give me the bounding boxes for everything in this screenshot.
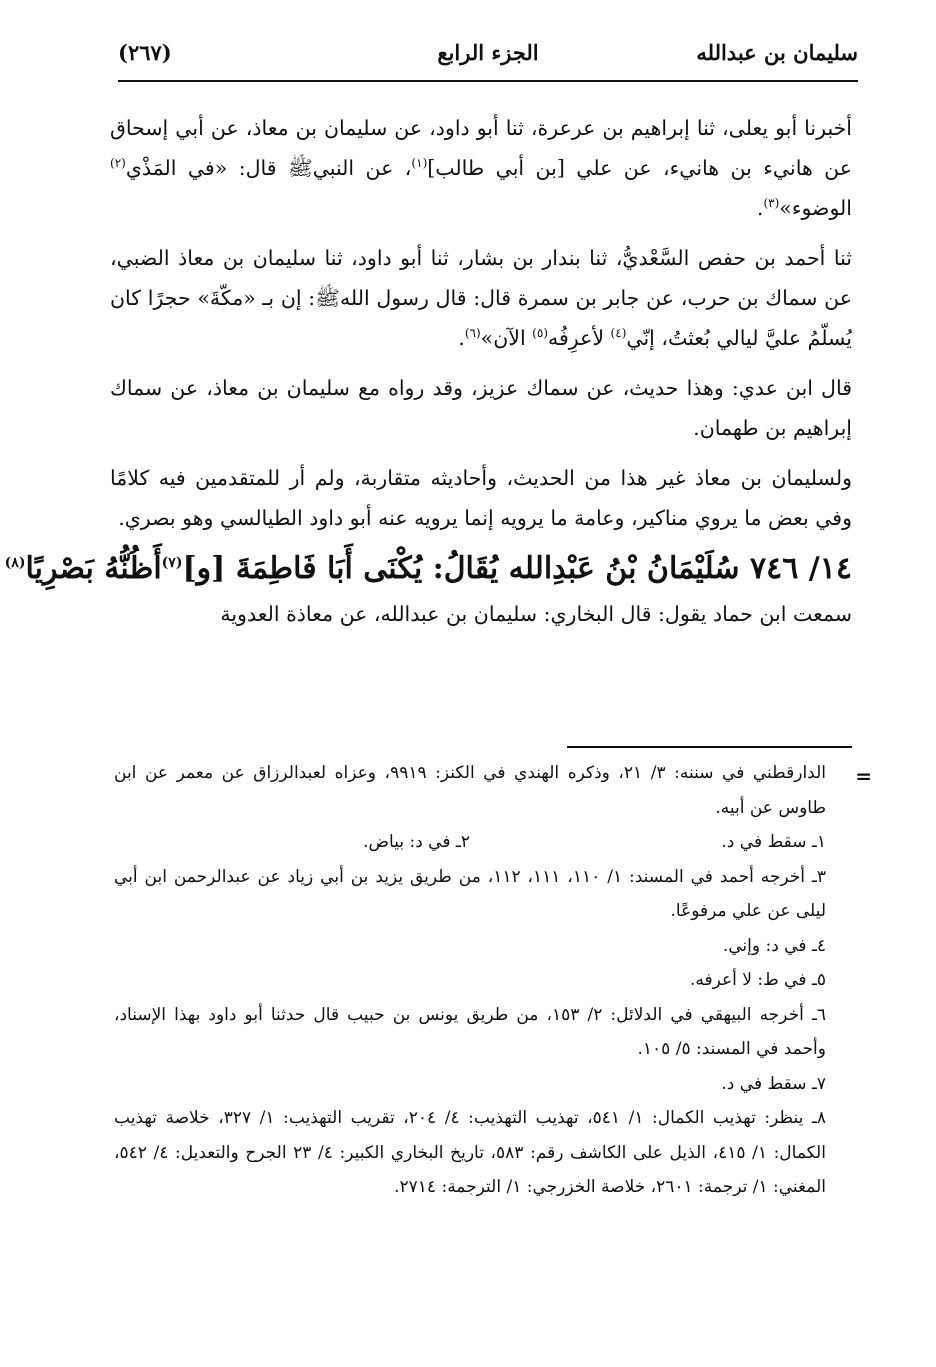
paragraph-2-text: الآن» bbox=[480, 326, 533, 350]
page-number: (٢٦٧) bbox=[118, 40, 172, 65]
footnote-4: ٤ـ في د: وإني. bbox=[722, 935, 826, 956]
footnote-ref-2: (٢) bbox=[110, 156, 126, 171]
paragraph-1 bbox=[110, 108, 852, 228]
paragraph-2 bbox=[110, 238, 852, 358]
footnote-8: ٨ـ ينظر: تهذيب الكمال: ١/ ٥٤١، تهذيب التهذيب: ٤/ ٢٠٤، تقريب التهذيب: ١/ ٣٢٧، خلاصة تهذيب الكمال: ١/ ٤١٥، الذيل على الكاشف رقم: ٥٨٣، تاريخ البخاري الكبير: ٤/ ٢٣ الجرح والتعديل: ٤/ ٥٤٢، المغني: ١/ ترجمة: ٢٦٠١، خلاصة الخزرجي: ١/ الترجمة: ٢٧١٤. bbox=[114, 1108, 826, 1197]
footnote-ref-6: (٦) bbox=[464, 326, 481, 341]
paragraph-2-text: لأعرِفُه bbox=[548, 326, 611, 350]
paragraph-2-text: . bbox=[458, 326, 465, 350]
footnote-5: ٥ـ في ط: لا أعرفه. bbox=[689, 970, 826, 990]
paragraph-5: سمعت ابن حماد يقول: قال البخاري: سليمان بن عبدالله، عن معاذة العدوية bbox=[220, 602, 852, 626]
header-author: سليمان بن عبدالله bbox=[696, 40, 858, 65]
paragraph-4: ولسليمان بن معاذ غير هذا من الحديث، وأحاديثه متقاربة، ولم أر للمتقدمين فيه كلامًا وفي بعض ما يروي مناكير، وعامة ما يرويه إنما يرويه عنه أبو داود الطيالسي وهو بصري. bbox=[110, 466, 852, 530]
footnote-7: ٧ـ سقط في د. bbox=[721, 1073, 826, 1094]
footnote-ref-5: (٥) bbox=[532, 326, 548, 341]
paragraph-1-text: أخبرنا أبو يعلى، ثنا إبراهيم بن عرعرة، ثنا أبو داود، عن سليمان بن معاذ، عن أبي إسحاق عن هانيء بن هانيء، عن علي [بن أبي طالب] bbox=[110, 116, 853, 180]
footnote-ref-7: (٧) bbox=[161, 555, 183, 571]
paragraph-1-text: . bbox=[756, 196, 764, 220]
footnote-ref-1: (١) bbox=[411, 156, 428, 171]
footnote-6: ٦ـ أخرجه البيهقي في الدلائل: ٢/ ١٥٣، من طريق يونس بن حبيب قال حدثنا أبو داود بهذا الإسناد، وأحمد في المسند: ٥/ ١٠٥. bbox=[114, 1004, 826, 1059]
footnote-ref-3: (٣) bbox=[763, 196, 780, 211]
header-volume: الجزء الرابع bbox=[437, 40, 539, 65]
paragraph-1-text: ، عن النبيﷺ قال: «في المَذْي bbox=[125, 156, 412, 180]
footnote-continued: الدارقطني في سننه: ٣/ ٢١، وذكره الهندي في الكنز: ٩٩١٩، وعزاه لعبدالرزاق عن معمر عن ابن طاوس عن أبيه. bbox=[114, 763, 827, 818]
header-rule bbox=[118, 80, 858, 82]
footnote-row bbox=[114, 825, 826, 860]
footnote-ref-8: (٨) bbox=[4, 555, 26, 571]
footnotes bbox=[114, 756, 826, 1205]
footnote-separator bbox=[567, 746, 852, 748]
main-text bbox=[4, 108, 853, 644]
entry-heading-text: ١٤/ ٧٤٦ سُلَيْمَانُ بْنُ عَبْدِالله يُقَالُ: يُكْنَى أَبَا فَاطِمَةَ [و] bbox=[182, 551, 852, 586]
running-header bbox=[118, 38, 858, 88]
footnote-continuation-mark: = bbox=[855, 764, 872, 788]
footnote-3: ٣ـ أخرجه أحمد في المسند: ١/ ١١٠، ١١١، ١١٢، من طريق يزيد بن أبي زياد عن عبدالرحمن ابن أبي ليلى عن علي مرفوعًا. bbox=[114, 866, 827, 921]
footnote-ref-4: (٤) bbox=[610, 326, 627, 341]
paragraph-1-text: الوضوء» bbox=[779, 196, 852, 220]
entry-heading-text: أَظُنُّهُ بَصْرِيًا bbox=[25, 551, 162, 586]
footnote-2: ٢ـ في د: بياض. bbox=[363, 832, 470, 852]
paragraph-2-text: ثنا أحمد بن حفص السَّعْديُّ، ثنا بندار بن بشار، ثنا أبو داود، ثنا سليمان بن معاذ الضبي، عن سماك بن حرب، عن جابر بن سمرة قال: قال رسول اللهﷺ: إن بـ «مكّةَ» حجرًا كان يُسلّمُ عليَّ ليالي بُعثتُ، إنّي bbox=[110, 246, 852, 350]
entry-heading bbox=[4, 548, 852, 590]
footnote-1: ١ـ سقط في د. bbox=[721, 832, 826, 852]
paragraph-3: قال ابن عدي: وهذا حديث، عن سماك عزيز، وقد رواه مع سليمان بن معاذ، عن سماك إبراهيم بن طهمان. bbox=[110, 376, 852, 440]
